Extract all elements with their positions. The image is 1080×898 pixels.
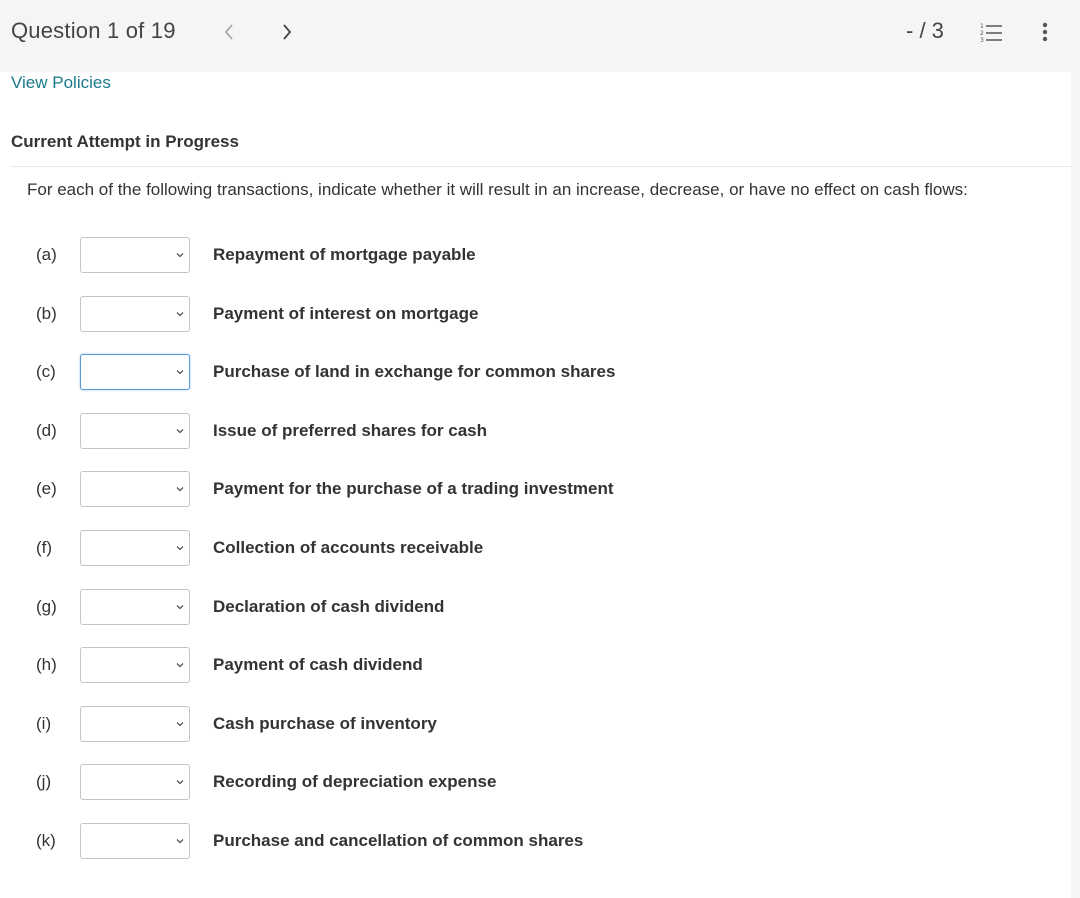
cash-flow-effect-dropdown[interactable] (80, 706, 190, 742)
transaction-letter: (d) (36, 420, 57, 440)
transaction-description: Collection of accounts receivable (213, 538, 484, 557)
cash-flow-effect-dropdown[interactable] (80, 471, 190, 507)
chevron-down-icon (175, 484, 185, 494)
transaction-description: Declaration of cash dividend (213, 596, 445, 616)
chevron-right-icon (281, 23, 293, 41)
cash-flow-effect-dropdown[interactable] (80, 589, 190, 625)
chevron-down-icon (175, 836, 185, 846)
transaction-description: Repayment of mortgage payable (213, 245, 476, 264)
question-header (0, 0, 1080, 64)
transaction-row (0, 647, 1060, 683)
chevron-down-icon (175, 777, 185, 787)
transaction-description: Payment of interest on mortgage (213, 303, 479, 323)
transaction-row (0, 706, 1060, 742)
numbered-list-icon (979, 21, 1003, 43)
next-question-button[interactable] (272, 16, 302, 48)
chevron-down-icon (175, 543, 185, 553)
transaction-description: Payment for the purchase of a trading investment (213, 479, 614, 499)
chevron-down-icon (175, 367, 185, 377)
transaction-description: Purchase and cancellation of common shares (213, 831, 584, 850)
transaction-letter: (k) (36, 831, 56, 850)
cash-flow-effect-dropdown[interactable] (80, 413, 190, 449)
more-options-button[interactable] (1029, 16, 1061, 48)
cash-flow-effect-dropdown[interactable] (80, 530, 190, 566)
transaction-letter: (a) (36, 245, 57, 264)
svg-text:3: 3 (980, 37, 984, 43)
chevron-down-icon (175, 660, 185, 670)
cash-flow-effect-dropdown[interactable] (80, 823, 190, 859)
divider (11, 166, 1071, 167)
chevron-down-icon (175, 426, 185, 436)
cash-flow-effect-dropdown[interactable] (80, 647, 190, 683)
cash-flow-effect-dropdown[interactable] (80, 237, 190, 273)
transaction-row (0, 413, 1060, 449)
transaction-description: Payment of cash dividend (213, 655, 423, 675)
transaction-description: Cash purchase of inventory (213, 713, 437, 733)
chevron-down-icon (175, 719, 185, 729)
score-display: - / 3 (906, 18, 944, 43)
view-policies-link[interactable]: View Policies (11, 73, 111, 92)
svg-text:2: 2 (980, 30, 984, 37)
transaction-description: Issue of preferred shares for cash (213, 420, 488, 440)
transaction-letter: (g) (36, 596, 57, 616)
transaction-row (0, 530, 1060, 566)
transaction-letter: (i) (36, 713, 52, 733)
previous-question-button[interactable] (214, 16, 244, 48)
chevron-down-icon (175, 602, 185, 612)
cash-flow-effect-dropdown[interactable] (80, 296, 190, 332)
transaction-row (0, 589, 1060, 625)
chevron-down-icon (175, 250, 185, 260)
question-panel (0, 72, 1071, 898)
transaction-description: Recording of depreciation expense (213, 772, 497, 792)
cash-flow-effect-dropdown[interactable] (80, 354, 190, 390)
transaction-row (0, 764, 1060, 800)
question-counter: Question 1 of 19 (11, 18, 176, 43)
chevron-down-icon (175, 309, 185, 319)
svg-text:1: 1 (980, 23, 984, 30)
transaction-letter: (h) (36, 655, 57, 675)
transaction-letter: (e) (36, 479, 57, 499)
chevron-left-icon (223, 23, 235, 41)
transaction-letter: (j) (36, 772, 52, 792)
transaction-letter: (f) (36, 538, 53, 557)
transaction-row (0, 823, 1060, 859)
transaction-letter: (b) (36, 303, 57, 323)
question-list-button[interactable] (975, 16, 1007, 48)
transaction-letter: (c) (36, 362, 56, 382)
transaction-row (0, 237, 1060, 273)
more-vertical-icon (1042, 21, 1048, 43)
cash-flow-effect-dropdown[interactable] (80, 764, 190, 800)
attempt-heading: Current Attempt in Progress (11, 132, 239, 151)
question-instructions: For each of the following transactions, indicate whether it will result in an increase, decrease, or have no effect on cash flows: (27, 180, 968, 199)
transaction-description: Purchase of land in exchange for common shares (213, 362, 616, 382)
transaction-row (0, 296, 1060, 332)
transaction-row (0, 354, 1060, 390)
transaction-row (0, 471, 1060, 507)
